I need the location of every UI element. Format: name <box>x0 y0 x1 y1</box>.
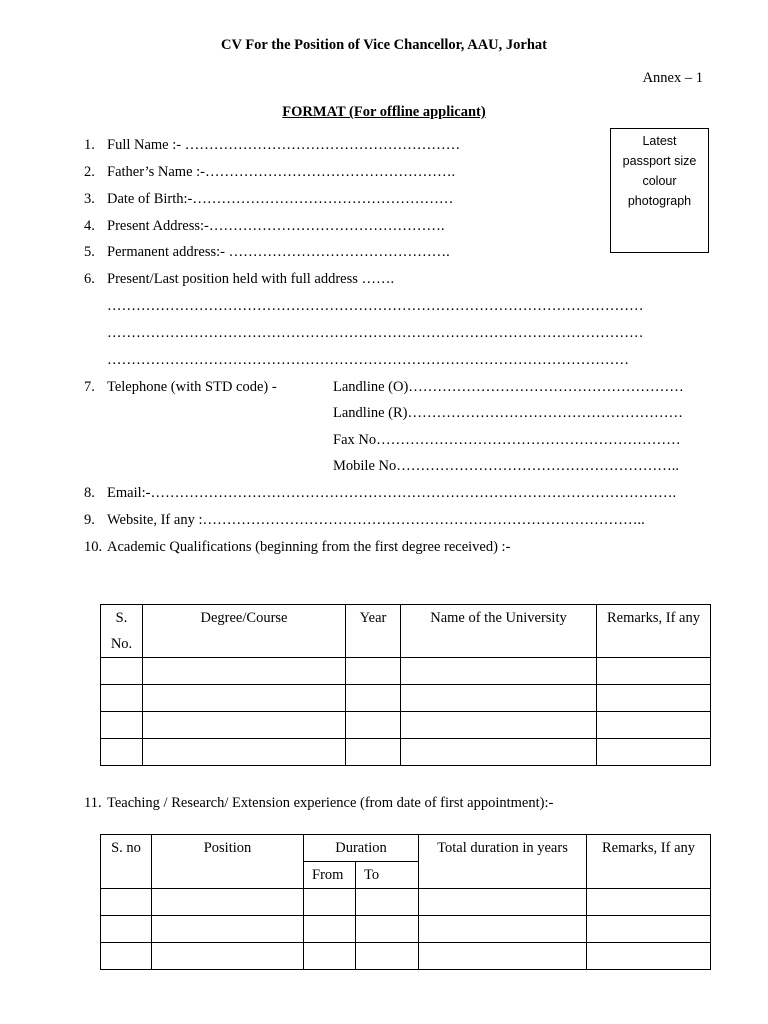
table-cell[interactable] <box>356 916 419 943</box>
table-row <box>101 943 711 970</box>
field-number: 9. <box>84 512 95 528</box>
format-heading: FORMAT (For offline applicant) <box>282 104 486 120</box>
table-cell[interactable] <box>101 943 152 970</box>
experience-heading: Teaching / Research/ Extension experience (from date of first appointment):- <box>107 795 554 811</box>
field-number: 6. <box>84 271 95 287</box>
photo-box-line: photograph <box>627 194 692 208</box>
photo-box-line: Latest <box>642 134 677 148</box>
table-cell[interactable] <box>597 658 711 685</box>
header-sno-line: No. <box>110 636 133 652</box>
table-cell[interactable] <box>101 889 152 916</box>
field-website[interactable]: Website, If any :……………………………………………………………………………….. <box>107 512 645 528</box>
field-email[interactable]: Email:-………………………………………………………………………………………………. <box>107 485 677 501</box>
header-university: Name of the University <box>401 605 597 658</box>
header-duration: Duration <box>304 835 419 862</box>
address-line[interactable]: ……………………………………………………………………………………………… <box>107 352 629 368</box>
field-fathers-name[interactable]: Father’s Name :-……………………………………………. <box>107 164 456 180</box>
field-date-of-birth[interactable]: Date of Birth:-……………………………………………… <box>107 191 454 207</box>
header-remarks: Remarks, If any <box>587 835 711 889</box>
header-sno: S. no <box>101 835 152 889</box>
field-number: 8. <box>84 485 95 501</box>
header-remarks: Remarks, If any <box>597 605 711 658</box>
table-cell[interactable] <box>101 739 143 766</box>
header-year: Year <box>346 605 401 658</box>
table-cell[interactable] <box>356 943 419 970</box>
header-sno-line: S. <box>115 610 128 626</box>
table-cell[interactable] <box>401 712 597 739</box>
table-cell[interactable] <box>152 916 304 943</box>
table-cell[interactable] <box>101 916 152 943</box>
table-cell[interactable] <box>152 889 304 916</box>
table-cell[interactable] <box>346 712 401 739</box>
academic-qualifications-heading: Academic Qualifications (beginning from the first degree received) :- <box>107 539 511 555</box>
telephone-label: Telephone (with STD code) - <box>107 379 277 395</box>
table-row <box>101 685 711 712</box>
landline-office-field[interactable]: Landline (O)………………………………………………… <box>333 379 684 395</box>
table-cell[interactable] <box>587 916 711 943</box>
table-cell[interactable] <box>587 943 711 970</box>
document-title: CV For the Position of Vice Chancellor, AAU, Jorhat <box>221 37 547 53</box>
table-header-row <box>101 605 711 658</box>
table-row <box>101 889 711 916</box>
field-permanent-address[interactable]: Permanent address:- ………………………………………. <box>107 244 450 260</box>
table-cell[interactable] <box>143 739 346 766</box>
address-line[interactable]: ………………………………………………………………………………………………… <box>107 298 644 314</box>
header-total-duration: Total duration in years <box>419 835 587 889</box>
table-cell[interactable] <box>101 712 143 739</box>
table-cell[interactable] <box>419 943 587 970</box>
field-number: 10. <box>84 539 103 555</box>
header-degree: Degree/Course <box>143 605 346 658</box>
table-row <box>101 739 711 766</box>
table-cell[interactable] <box>597 685 711 712</box>
field-present-address[interactable]: Present Address:-…………………………………………. <box>107 218 445 234</box>
experience-table <box>100 834 711 970</box>
address-line[interactable]: ………………………………………………………………………………………………… <box>107 325 644 341</box>
landline-residence-field[interactable]: Landline (R)………………………………………………… <box>333 405 683 421</box>
table-cell[interactable] <box>597 712 711 739</box>
annex-label: Annex – 1 <box>642 70 703 86</box>
mobile-field[interactable]: Mobile No………………………………………………….. <box>333 458 679 474</box>
qualifications-table <box>100 604 711 766</box>
header-sno <box>101 605 143 658</box>
table-cell[interactable] <box>143 685 346 712</box>
header-from: From <box>304 862 356 889</box>
table-cell[interactable] <box>401 658 597 685</box>
field-present-position[interactable]: Present/Last position held with full address ……. <box>107 271 395 287</box>
field-number: 4. <box>84 218 95 234</box>
field-number: 3. <box>84 191 95 207</box>
table-cell[interactable] <box>587 889 711 916</box>
table-row <box>101 658 711 685</box>
table-cell[interactable] <box>419 916 587 943</box>
field-full-name[interactable]: Full Name :- ………………………………………………… <box>107 137 461 153</box>
header-to: To <box>356 862 419 889</box>
field-number: 11. <box>84 795 102 811</box>
table-header-row <box>101 835 711 862</box>
photo-box-line: passport size <box>622 154 697 168</box>
photo-placeholder-box <box>610 128 709 253</box>
table-cell[interactable] <box>143 712 346 739</box>
table-cell[interactable] <box>101 685 143 712</box>
table-cell[interactable] <box>152 943 304 970</box>
header-position: Position <box>152 835 304 889</box>
table-cell[interactable] <box>304 916 356 943</box>
table-cell[interactable] <box>101 658 143 685</box>
table-cell[interactable] <box>419 889 587 916</box>
table-cell[interactable] <box>346 685 401 712</box>
table-cell[interactable] <box>304 889 356 916</box>
table-cell[interactable] <box>401 739 597 766</box>
table-cell[interactable] <box>346 658 401 685</box>
fax-field[interactable]: Fax No……………………………………………………… <box>333 432 681 448</box>
table-cell[interactable] <box>401 685 597 712</box>
table-row <box>101 712 711 739</box>
photo-box-line: colour <box>642 174 677 188</box>
field-number: 5. <box>84 244 95 260</box>
table-cell[interactable] <box>356 889 419 916</box>
table-cell[interactable] <box>304 943 356 970</box>
field-number: 7. <box>84 379 95 395</box>
field-number: 1. <box>84 137 95 153</box>
table-cell[interactable] <box>143 658 346 685</box>
table-cell[interactable] <box>346 739 401 766</box>
table-row <box>101 916 711 943</box>
field-number: 2. <box>84 164 95 180</box>
table-cell[interactable] <box>597 739 711 766</box>
